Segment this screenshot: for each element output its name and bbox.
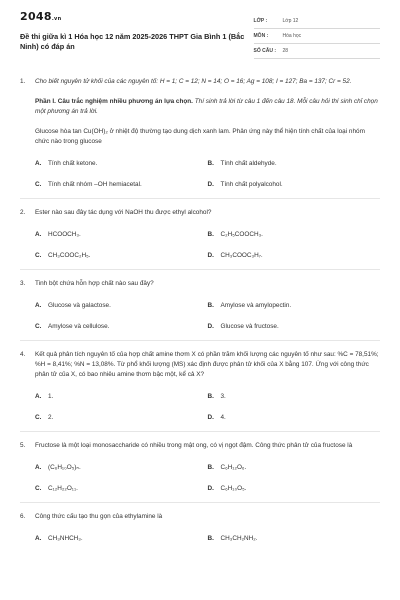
answer-options bbox=[35, 230, 380, 260]
logo-text: 2048 bbox=[20, 10, 52, 23]
question-text: Ester nào sau đây tác dụng với NaOH thu được ethyl alcohol? bbox=[35, 209, 212, 216]
question-number: 4. bbox=[20, 351, 26, 358]
question-text: Kết quả phân tích nguyên tố của hợp chất amine thơm X có phần trăm khối lượng các nguyên tố như sau: %C = 78,51%; %H = 8,41%; %N = 13,08%. Từ phổ khối lượng (MS) xác định được phân tử khối của X bằng 107. Ứng với công thức phân tử của X, có bao nhiêu amine thơm bậc một, kể cả X? bbox=[35, 351, 379, 378]
option-c[interactable] bbox=[35, 180, 208, 189]
option-letter: A. bbox=[35, 535, 42, 542]
option-a[interactable] bbox=[35, 392, 208, 401]
question-body bbox=[35, 279, 380, 331]
question-number: 1. bbox=[20, 78, 26, 85]
option-letter: B. bbox=[207, 160, 214, 167]
meta-value: 28 bbox=[282, 48, 289, 54]
answer-options bbox=[35, 463, 380, 493]
option-b[interactable] bbox=[208, 159, 381, 168]
option-letter: C. bbox=[35, 323, 42, 330]
option-text: CH₃COOC₃H₇. bbox=[220, 252, 263, 259]
option-letter: A. bbox=[35, 302, 42, 309]
meta-row-class bbox=[254, 14, 380, 29]
page-header bbox=[20, 10, 380, 59]
option-letter: A. bbox=[35, 464, 42, 471]
option-letter: B. bbox=[207, 302, 214, 309]
option-b[interactable] bbox=[208, 230, 381, 239]
option-text: 2. bbox=[48, 414, 54, 421]
question-body bbox=[35, 77, 380, 189]
question-body bbox=[35, 441, 380, 493]
option-letter: C. bbox=[35, 181, 42, 188]
option-text: (C₆H₁₀O₅)ₙ. bbox=[48, 464, 81, 471]
option-text: Amylose và amylopectin. bbox=[220, 302, 292, 309]
option-b[interactable] bbox=[208, 463, 381, 472]
exam-meta bbox=[254, 14, 380, 59]
option-text: CH₃CH₂NH₂. bbox=[220, 535, 258, 542]
option-text: Amylose và cellulose. bbox=[48, 323, 110, 330]
question-number: 6. bbox=[20, 513, 26, 520]
question-1 bbox=[20, 77, 380, 189]
meta-value: Hóa học bbox=[282, 33, 302, 39]
option-letter: A. bbox=[35, 393, 42, 400]
question-stem: Glucose hòa tan Cu(OH)₂ ở nhiệt độ thường tạo dung dịch xanh lam. Phản ứng này thể hiện tính chất của loại nhóm chức nào trong glucose bbox=[35, 128, 365, 145]
option-text: C₂H₅COOCH₃. bbox=[220, 231, 263, 238]
answer-options bbox=[35, 301, 380, 331]
meta-key: SỐ CÂU : bbox=[253, 48, 277, 54]
option-text: 4. bbox=[220, 414, 226, 421]
option-letter: D. bbox=[207, 485, 214, 492]
option-letter: B. bbox=[207, 231, 214, 238]
option-text: Glucose và fructose. bbox=[220, 323, 279, 330]
site-logo[interactable] bbox=[20, 10, 254, 23]
option-text: Tính chất aldehyde. bbox=[220, 160, 277, 167]
question-number: 3. bbox=[20, 280, 26, 287]
option-letter: B. bbox=[207, 393, 214, 400]
meta-key: LỚP : bbox=[253, 18, 268, 24]
question-divider bbox=[20, 502, 380, 503]
option-a[interactable] bbox=[35, 463, 208, 472]
option-text: C₁₂H₂₂O₁₁. bbox=[48, 485, 78, 492]
answer-options bbox=[35, 159, 380, 189]
question-divider bbox=[20, 431, 380, 432]
option-d[interactable] bbox=[208, 413, 381, 422]
meta-value: Lớp 12 bbox=[282, 18, 299, 24]
option-letter: D. bbox=[207, 252, 214, 259]
option-letter: C. bbox=[35, 252, 42, 259]
option-text: C₆H₁₂O₆. bbox=[220, 464, 247, 471]
question-divider bbox=[20, 340, 380, 341]
option-letter: B. bbox=[207, 535, 214, 542]
option-a[interactable] bbox=[35, 534, 208, 543]
question-list bbox=[20, 77, 380, 543]
question-4 bbox=[20, 350, 380, 422]
option-b[interactable] bbox=[208, 534, 381, 543]
option-letter: D. bbox=[207, 181, 214, 188]
document-title: Đề thi giữa kì 1 Hóa học 12 năm 2025-2026 THPT Gia Bình 1 (Bắc Ninh) có đáp án bbox=[20, 32, 245, 51]
option-letter: A. bbox=[35, 160, 42, 167]
question-5 bbox=[20, 441, 380, 493]
question-body bbox=[35, 512, 380, 543]
option-d[interactable] bbox=[208, 180, 381, 189]
meta-row-count bbox=[254, 44, 380, 59]
option-letter: D. bbox=[207, 323, 214, 330]
question-text: Cho biết nguyên tử khối của các nguyên tố: H = 1; C = 12; N = 14; O = 16; Ag = 108; I = 127; Ba = 137; Cr = 52. bbox=[35, 78, 352, 85]
option-text: HCOOCH₃. bbox=[48, 231, 81, 238]
option-c[interactable] bbox=[35, 322, 208, 331]
question-text: Tinh bột chứa hỗn hợp chất nào sau đây? bbox=[35, 280, 154, 287]
option-text: Tính chất polyalcohol. bbox=[220, 181, 283, 188]
option-text: 1. bbox=[48, 393, 54, 400]
option-a[interactable] bbox=[35, 301, 208, 310]
question-divider bbox=[20, 198, 380, 199]
option-letter: D. bbox=[207, 414, 214, 421]
option-c[interactable] bbox=[35, 484, 208, 493]
option-text: Tính chất nhóm –OH hemiacetal. bbox=[48, 181, 142, 188]
question-text: Fructose là một loại monosaccharide có nhiều trong mật ong, có vị ngọt đậm. Công thức phân tử của fructose là bbox=[35, 442, 353, 449]
meta-row-subject bbox=[254, 29, 380, 44]
answer-options bbox=[35, 392, 380, 422]
option-d[interactable] bbox=[208, 322, 381, 331]
question-3 bbox=[20, 279, 380, 331]
option-letter: C. bbox=[35, 485, 42, 492]
question-body bbox=[35, 350, 380, 422]
answer-options bbox=[35, 534, 380, 543]
option-text: 3. bbox=[220, 393, 226, 400]
logo-suffix: .vn bbox=[51, 16, 62, 22]
option-text: CH₃COOC₂H₅. bbox=[48, 252, 91, 259]
option-letter: B. bbox=[207, 464, 214, 471]
option-letter: C. bbox=[35, 414, 42, 421]
option-c[interactable] bbox=[35, 413, 208, 422]
option-b[interactable] bbox=[208, 301, 381, 310]
option-letter: A. bbox=[35, 231, 42, 238]
question-6 bbox=[20, 512, 380, 543]
part-instructions bbox=[35, 97, 380, 117]
option-text: Glucose và galactose. bbox=[48, 302, 111, 309]
option-c[interactable] bbox=[35, 251, 208, 260]
question-body bbox=[35, 208, 380, 260]
option-b[interactable] bbox=[208, 392, 381, 401]
header-left bbox=[20, 10, 254, 52]
option-a[interactable] bbox=[35, 230, 208, 239]
option-d[interactable] bbox=[208, 251, 381, 260]
question-number: 5. bbox=[20, 442, 26, 449]
option-text: C₆H₁₀O₅. bbox=[220, 485, 247, 492]
option-a[interactable] bbox=[35, 159, 208, 168]
option-d[interactable] bbox=[208, 484, 381, 493]
part-heading: Phần I. Câu trắc nghiệm nhiều phương án lựa chọn. bbox=[35, 98, 193, 105]
question-2 bbox=[20, 208, 380, 260]
option-text: CH₃NHCH₃. bbox=[48, 535, 83, 542]
question-number: 2. bbox=[20, 209, 26, 216]
question-divider bbox=[20, 269, 380, 270]
meta-key: MÔN : bbox=[253, 33, 269, 39]
question-text: Công thức cấu tạo thu gọn của ethylamine là bbox=[35, 513, 163, 520]
option-text: Tính chất ketone. bbox=[48, 160, 98, 167]
part-note: Thí sinh trả lời từ câu 1 đến câu 18. Mỗi câu hỏi thí sinh chỉ chọn một phương án trả lời. bbox=[35, 98, 378, 115]
